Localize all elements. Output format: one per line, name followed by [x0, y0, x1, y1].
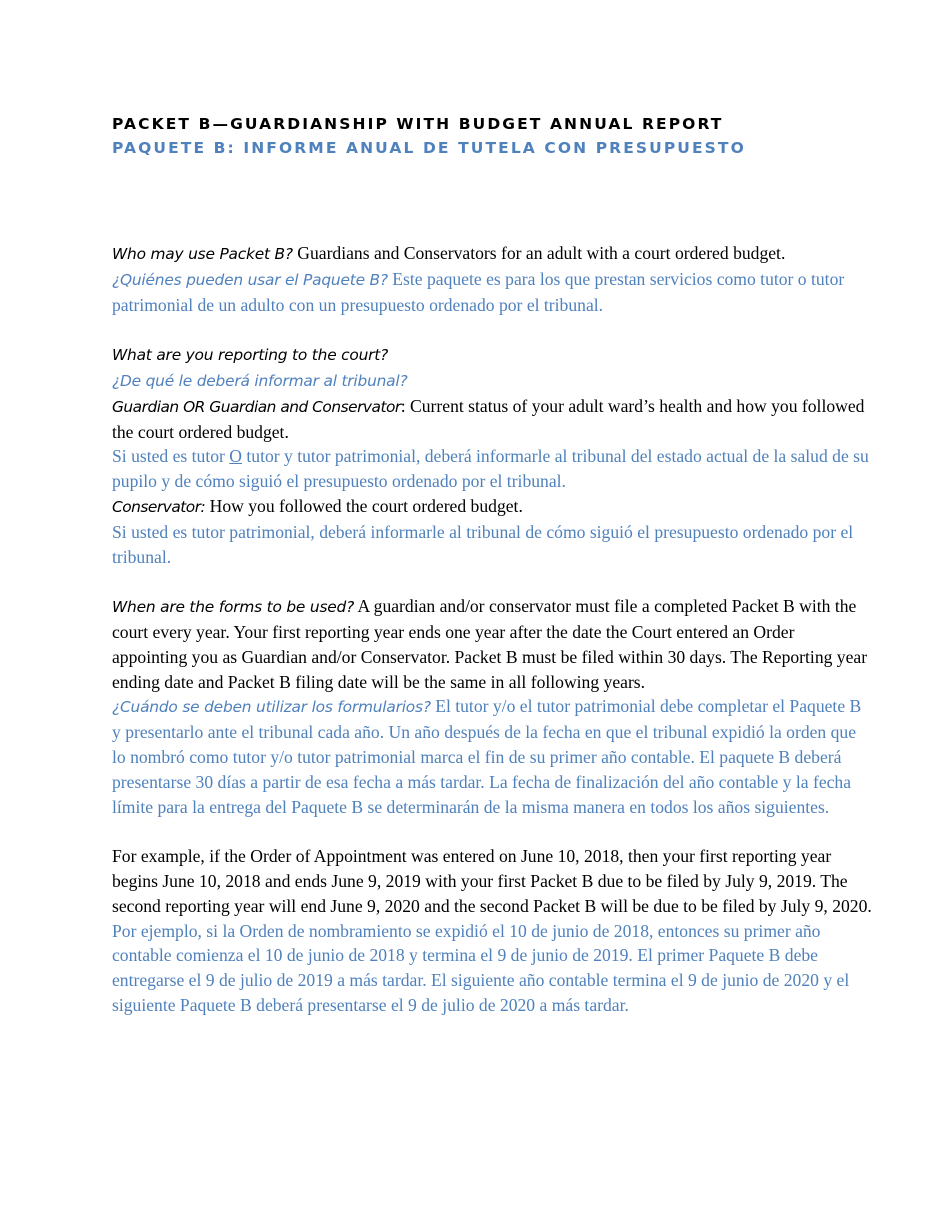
guardian-paragraph-english	[112, 394, 872, 445]
example-paragraph-spanish: Por ejemplo, si la Orden de nombramiento se expidió el 10 de junio de 2018, entonces su primer año contable comienza el 10 de junio de 2018 y termina el 9 de junio de 2019. El primer Paquete B debe entregarse el 9 de julio de 2019 a más tardar. El siguiente año contable termina el 9 de junio de 2020 y el siguiente Paquete B deberá presentarse el 9 de julio de 2020 a más tardar.	[112, 920, 850, 1015]
who-paragraph-english	[112, 241, 872, 267]
document-body	[112, 241, 872, 1018]
document-title-english: PACKET B—GUARDIANSHIP WITH BUDGET ANNUAL REPORT	[112, 115, 724, 133]
what-question-english	[112, 342, 872, 368]
document-page	[112, 112, 872, 1018]
guardian-text-spanish-part1: Si usted es tutor	[112, 446, 230, 467]
guardian-text-english: : Current status of your adult ward’s health and how you followed the court ordered budget.	[112, 395, 865, 442]
guardian-paragraph-spanish	[112, 444, 872, 494]
when-paragraph-spanish	[112, 694, 872, 819]
conservator-paragraph-english	[112, 494, 872, 520]
who-question-english: Who may use Packet B?	[112, 245, 293, 263]
guardian-text-spanish-part2: tutor y tutor patrimonial, deberá informarle al tribunal del estado actual de la salud de su pupilo y de cómo siguió el presupuesto ordenado por el tribunal.	[112, 446, 869, 492]
who-question-spanish: ¿Quiénes pueden usar el Paquete B?	[112, 270, 388, 289]
when-answer-english: A guardian and/or conservator must file a completed Packet B with the court every year. Your first reporting year ends one year after the date the Court entered an Order appointing you as Guardian and/or Conservator. Packet B must be filed within 30 days. The Reporting year ending date and Packet B filing date will be the same in all following years.	[112, 596, 868, 692]
what-question-spanish-text: ¿De qué le deberá informar al tribunal?	[112, 371, 408, 390]
when-answer-spanish: El tutor y/o el tutor patrimonial debe completar el Paquete B y presentarlo ante el tribunal cada año. Un año después de la fecha en que el tribunal expidió la orden que lo nombró como tutor y/o tutor patrimonial marca el fin de su primer año contable. El paquete B deberá presentarse 30 días a partir de esa fecha a más tardar. La fecha de finalización del año contable y la fecha límite para la entrega del Paquete B se determinarán de la misma manera en todos los años siguientes.	[112, 696, 862, 817]
section-spacer	[112, 317, 872, 342]
section-spacer	[112, 819, 872, 844]
guardian-label: Guardian OR Guardian and Conservator	[112, 397, 401, 416]
guardian-text-spanish-or: O	[229, 446, 243, 467]
who-paragraph-spanish	[112, 267, 872, 318]
what-question-spanish	[112, 368, 872, 394]
conservator-paragraph-spanish: Si usted es tutor patrimonial, deberá informarle al tribunal de cómo siguió el presupuesto ordenado por el tribunal.	[112, 521, 854, 567]
who-answer-english: Guardians and Conservators for an adult with a court ordered budget.	[297, 243, 786, 263]
who-answer-spanish: Este paquete es para los que prestan servicios como tutor o tutor patrimonial de un adulto con un presupuesto ordenado por el tribunal.	[112, 268, 845, 315]
conservator-label: Conservator:	[112, 497, 206, 516]
conservator-text-english: How you followed the court ordered budget.	[209, 495, 523, 516]
example-paragraph-english: For example, if the Order of Appointment was entered on June 10, 2018, then your first reporting year begins June 10, 2018 and ends June 9, 2019 with your first Packet B due to be filed by July 9, 2019. The second reporting year will end June 9, 2020 and the second Packet B will be due to be filed by July 9, 2020.	[112, 846, 872, 916]
what-question-english-text: What are you reporting to the court?	[112, 346, 389, 365]
section-spacer	[112, 569, 872, 594]
when-paragraph-english	[112, 594, 872, 694]
document-title-spanish: PAQUETE B: INFORME ANUAL DE TUTELA CON PRESUPUESTO	[112, 139, 746, 157]
when-question-english: When are the forms to be used?	[112, 598, 355, 617]
when-question-spanish: ¿Cuándo se deben utilizar los formularios?	[112, 698, 431, 717]
